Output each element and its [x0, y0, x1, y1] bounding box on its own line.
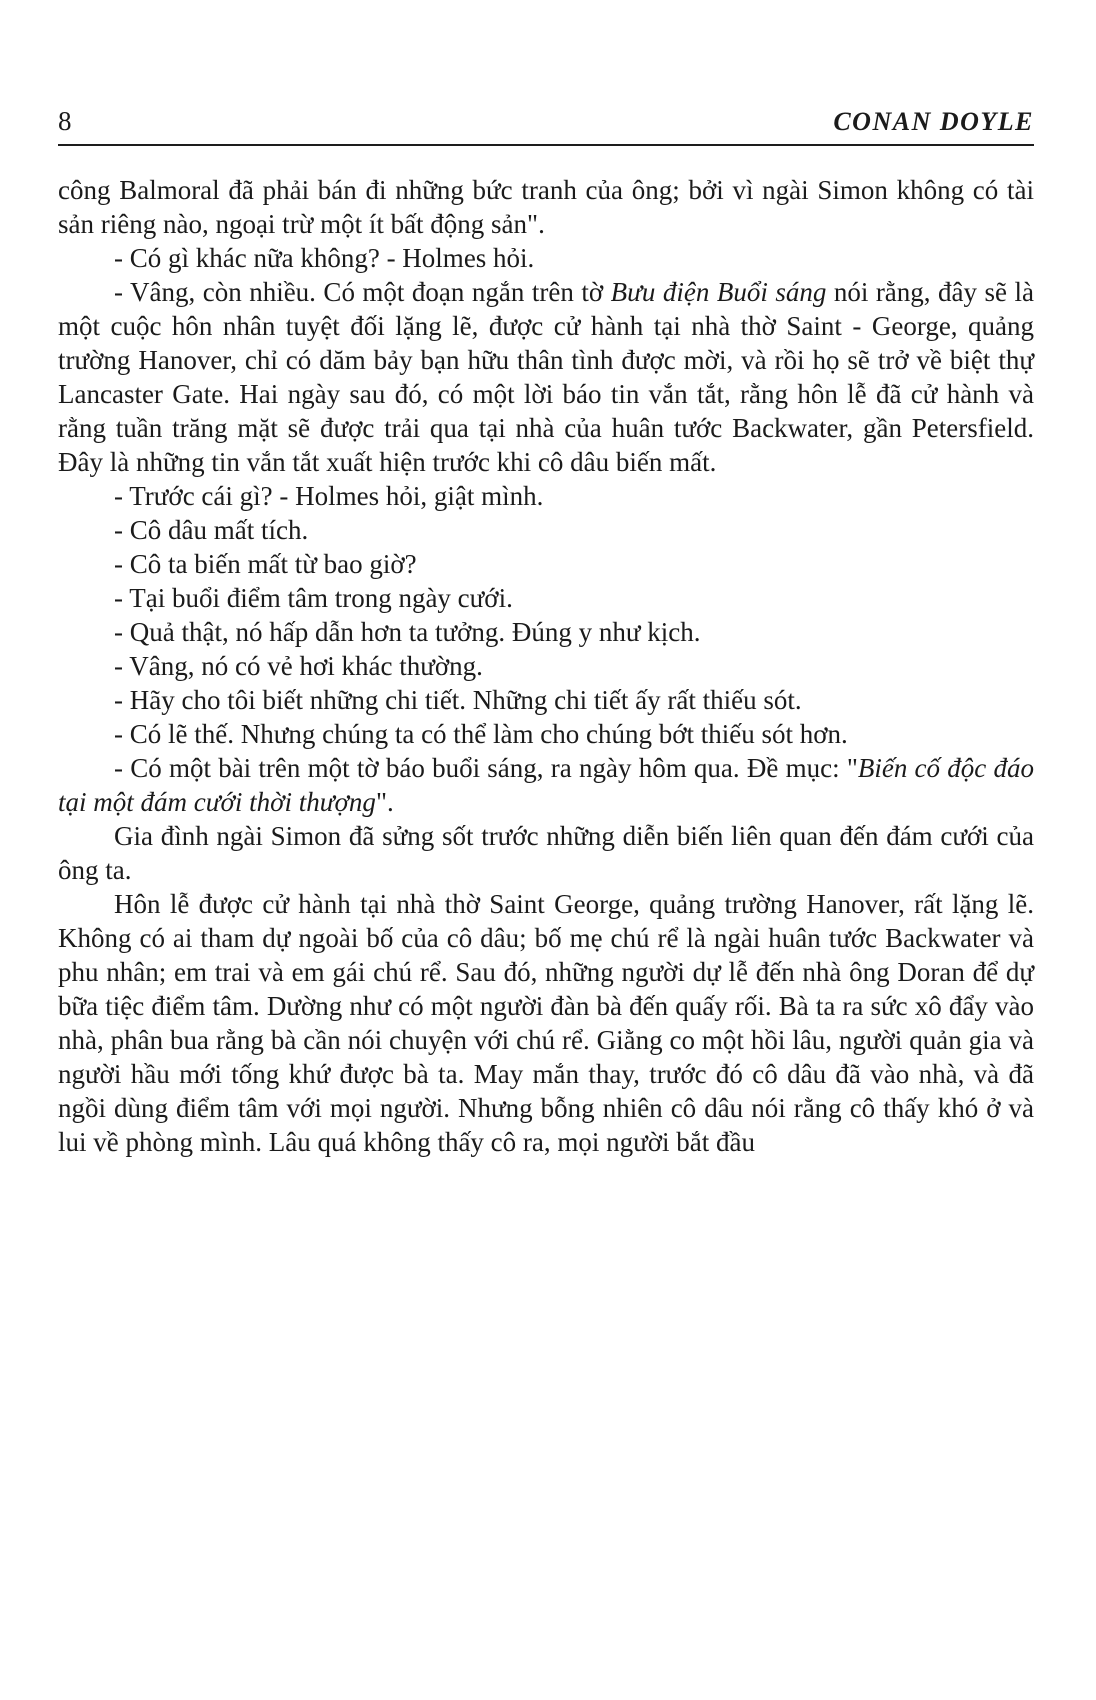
paragraph — [58, 683, 1034, 717]
page-header — [58, 106, 1034, 137]
paragraph — [58, 615, 1034, 649]
italic-text-run: Biến cố độc đáo tại một đám cưới thời thượng — [58, 753, 1034, 817]
header-rule — [58, 144, 1034, 146]
paragraph — [58, 819, 1034, 887]
paragraph — [58, 649, 1034, 683]
text-run: công Balmoral đã phải bán đi những bức tranh của ông; bởi vì ngài Simon không có tài sản riêng nào, ngoại trừ một ít bất động sản". — [58, 175, 1034, 239]
text-run: ". — [375, 787, 394, 817]
paragraph — [58, 717, 1034, 751]
paragraph — [58, 479, 1034, 513]
text-run: - Tại buổi điểm tâm trong ngày cưới. — [114, 583, 513, 613]
text-run: - Có lẽ thế. Nhưng chúng ta có thể làm cho chúng bớt thiếu sót hơn. — [114, 719, 848, 749]
italic-text-run: Bưu điện Buổi sáng — [610, 277, 827, 307]
page-number: 8 — [58, 106, 72, 136]
running-head-author: CONAN DOYLE — [833, 107, 1034, 136]
text-run: - Hãy cho tôi biết những chi tiết. Những chi tiết ấy rất thiếu sót. — [114, 685, 802, 715]
text-run: - Vâng, còn nhiều. Có một đoạn ngắn trên tờ — [114, 277, 611, 307]
paragraph — [58, 581, 1034, 615]
text-run: Hôn lễ được cử hành tại nhà thờ Saint George, quảng trường Hanover, rất lặng lẽ. Không có ai tham dự ngoài bố của cô dâu; bố mẹ chú rể là ngài huân tước Backwater và phu nhân; em trai và em gái chú rể. Sau đó, những người dự lễ đến nhà ông Doran để dự bữa tiệc điểm tâm. Dường như có một người đàn bà đến quấy rối. Bà ta ra sức xô đẩy vào nhà, phân bua rằng bà cần nói chuyện với chú rể. Giằng co một hồi lâu, người quản gia và người hầu mới tống khứ được bà ta. May mắn thay, trước đó cô dâu đã vào nhà, và đã ngồi dùng điểm tâm với mọi người. Nhưng bỗng nhiên cô dâu nói rằng cô thấy khó ở và lui về phòng mình. Lâu quá không thấy cô ra, mọi người bắt đầu — [58, 889, 1034, 1157]
paragraph — [58, 241, 1034, 275]
text-run: - Có gì khác nữa không? - Holmes hỏi. — [114, 243, 535, 273]
text-run: - Cô dâu mất tích. — [114, 515, 309, 545]
text-run: - Cô ta biến mất từ bao giờ? — [114, 549, 417, 579]
text-run: nói rằng, đây sẽ là một cuộc hôn nhân tuyệt đối lặng lẽ, được cử hành tại nhà thờ Saint - George, quảng trường Hanover, chỉ có dăm bảy bạn hữu thân tình được mời, và rồi họ sẽ trở về biệt thự Lancaster Gate. Hai ngày sau đó, có một lời báo tin vắn tắt, rằng hôn lễ đã cử hành và rằng tuần trăng mặt sẽ được trải qua tại nhà của huân tước Backwater, gần Petersfield. Đây là những tin vắn tắt xuất hiện trước khi cô dâu biến mất. — [58, 277, 1034, 477]
paragraph — [58, 751, 1034, 819]
text-run: - Trước cái gì? - Holmes hỏi, giật mình. — [114, 481, 544, 511]
paragraph — [58, 887, 1034, 1159]
page-text — [58, 173, 1034, 1159]
text-run: - Có một bài trên một tờ báo buổi sáng, ra ngày hôm qua. Đề mục: " — [114, 753, 858, 783]
paragraph — [58, 513, 1034, 547]
text-run: Gia đình ngài Simon đã sửng sốt trước những diễn biến liên quan đến đám cưới của ông ta. — [58, 821, 1034, 885]
paragraph — [58, 547, 1034, 581]
text-run: - Quả thật, nó hấp dẫn hơn ta tưởng. Đúng y như kịch. — [114, 617, 701, 647]
paragraph — [58, 173, 1034, 241]
text-run: - Vâng, nó có vẻ hơi khác thường. — [114, 651, 483, 681]
paragraph — [58, 275, 1034, 479]
